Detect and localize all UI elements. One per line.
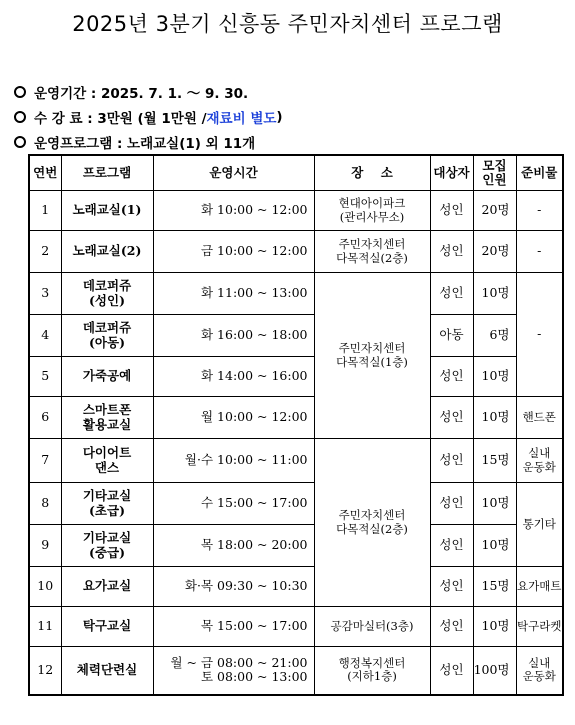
row-program: 다이어트 댄스 <box>61 439 153 483</box>
row-no: 9 <box>29 525 61 567</box>
table-row <box>29 191 563 231</box>
row-program: 스마트폰 활용교실 <box>61 397 153 439</box>
page-title: 2025년 3분기 신흥동 주민자치센터 프로그램 <box>72 12 503 36</box>
row-target: 성인 <box>430 191 473 231</box>
row-capacity: 15명 <box>473 439 516 483</box>
table-header-row <box>29 155 563 191</box>
header-time: 운영시간 <box>153 155 314 191</box>
row-no: 5 <box>29 357 61 397</box>
row-time: 화·목 09:30 ~ 10:30 <box>153 567 314 607</box>
row-supplies: 핸드폰 <box>516 397 563 439</box>
row-time: 월·수 10:00 ~ 11:00 <box>153 439 314 483</box>
row-target: 성인 <box>430 273 473 315</box>
row-supplies: 통기타 <box>516 483 563 567</box>
header-target: 대상자 <box>430 155 473 191</box>
row-capacity: 20명 <box>473 231 516 273</box>
row-time: 목 15:00 ~ 17:00 <box>153 607 314 647</box>
row-time: 화 11:00 ~ 13:00 <box>153 273 314 315</box>
row-program: 탁구교실 <box>61 607 153 647</box>
table-row <box>29 647 563 695</box>
row-capacity: 15명 <box>473 567 516 607</box>
row-program: 노래교실(2) <box>61 231 153 273</box>
row-target: 성인 <box>430 357 473 397</box>
table-row <box>29 315 563 357</box>
circle-bullet-icon <box>14 136 26 148</box>
row-target: 성인 <box>430 567 473 607</box>
row-capacity: 10명 <box>473 357 516 397</box>
row-supplies: 실내 운동화 <box>516 439 563 483</box>
fee-extra-text: 재료비 별도 <box>206 111 277 127</box>
row-place: 주민자치센터 다목적실(2층) <box>314 231 430 273</box>
row-no: 7 <box>29 439 61 483</box>
row-capacity: 10명 <box>473 483 516 525</box>
row-place: 주민자치센터 다목적실(1층) <box>314 273 430 439</box>
row-program: 기타교실 (중급) <box>61 525 153 567</box>
row-no: 1 <box>29 191 61 231</box>
row-capacity: 10명 <box>473 607 516 647</box>
row-place: 행정복지센터 (지하1층) <box>314 647 430 695</box>
row-no: 12 <box>29 647 61 695</box>
row-supplies: - <box>516 273 563 397</box>
row-program: 체력단련실 <box>61 647 153 695</box>
row-target: 성인 <box>430 231 473 273</box>
row-place: 공감마실터(3층) <box>314 607 430 647</box>
row-capacity: 10명 <box>473 525 516 567</box>
row-supplies: 요가매트 <box>516 567 563 607</box>
row-time: 수 15:00 ~ 17:00 <box>153 483 314 525</box>
table-row <box>29 273 563 315</box>
row-no: 11 <box>29 607 61 647</box>
table-row <box>29 525 563 567</box>
row-target: 성인 <box>430 525 473 567</box>
row-time: 월 10:00 ~ 12:00 <box>153 397 314 439</box>
circle-bullet-icon <box>14 111 26 123</box>
table-row <box>29 231 563 273</box>
row-place: 주민자치센터 다목적실(2층) <box>314 439 430 607</box>
header-capacity: 모집 인원 <box>473 155 516 191</box>
row-time: 목 18:00 ~ 20:00 <box>153 525 314 567</box>
row-capacity: 10명 <box>473 273 516 315</box>
row-target: 아동 <box>430 315 473 357</box>
header-program: 프로그램 <box>61 155 153 191</box>
info-fee <box>14 107 283 127</box>
row-no: 6 <box>29 397 61 439</box>
circle-bullet-icon <box>14 86 26 98</box>
header-no: 연번 <box>29 155 61 191</box>
row-time: 화 10:00 ~ 12:00 <box>153 191 314 231</box>
row-supplies: 실내 운동화 <box>516 647 563 695</box>
info-period <box>14 82 248 102</box>
table-row <box>29 607 563 647</box>
row-no: 2 <box>29 231 61 273</box>
program-table <box>28 154 564 696</box>
row-program: 노래교실(1) <box>61 191 153 231</box>
row-place: 현대아이파크 (관리사무소) <box>314 191 430 231</box>
row-program: 데코퍼쥬 (성인) <box>61 273 153 315</box>
row-supplies: - <box>516 191 563 231</box>
fee-text: 수 강 료 : 3만원 (월 1만원 / <box>34 111 207 127</box>
row-capacity: 100명 <box>473 647 516 695</box>
row-no: 4 <box>29 315 61 357</box>
table-row <box>29 567 563 607</box>
row-time: 월 ~ 금 08:00 ~ 21:00 토 08:00 ~ 13:00 <box>153 647 314 695</box>
table-row <box>29 397 563 439</box>
row-program: 데코퍼쥬 (아동) <box>61 315 153 357</box>
row-no: 10 <box>29 567 61 607</box>
row-time: 화 14:00 ~ 16:00 <box>153 357 314 397</box>
row-target: 성인 <box>430 439 473 483</box>
row-program: 가죽공예 <box>61 357 153 397</box>
row-no: 8 <box>29 483 61 525</box>
row-program: 요가교실 <box>61 567 153 607</box>
programs-text: 운영프로그램 : 노래교실(1) 외 11개 <box>34 136 256 152</box>
row-time: 금 10:00 ~ 12:00 <box>153 231 314 273</box>
row-supplies: - <box>516 231 563 273</box>
row-time: 화 16:00 ~ 18:00 <box>153 315 314 357</box>
row-program: 기타교실 (초급) <box>61 483 153 525</box>
row-no: 3 <box>29 273 61 315</box>
row-target: 성인 <box>430 647 473 695</box>
table-row <box>29 439 563 483</box>
row-capacity: 10명 <box>473 397 516 439</box>
row-target: 성인 <box>430 397 473 439</box>
row-target: 성인 <box>430 607 473 647</box>
header-supplies: 준비물 <box>516 155 563 191</box>
row-capacity: 20명 <box>473 191 516 231</box>
row-target: 성인 <box>430 483 473 525</box>
header-place: 장 소 <box>314 155 430 191</box>
row-supplies: 탁구라켓 <box>516 607 563 647</box>
info-programs <box>14 132 255 152</box>
table-row <box>29 483 563 525</box>
fee-close-text: ) <box>276 109 283 125</box>
row-capacity: 6명 <box>473 315 516 357</box>
period-text: 운영기간 : 2025. 7. 1. ～ 9. 30. <box>34 86 249 102</box>
table-row <box>29 357 563 397</box>
